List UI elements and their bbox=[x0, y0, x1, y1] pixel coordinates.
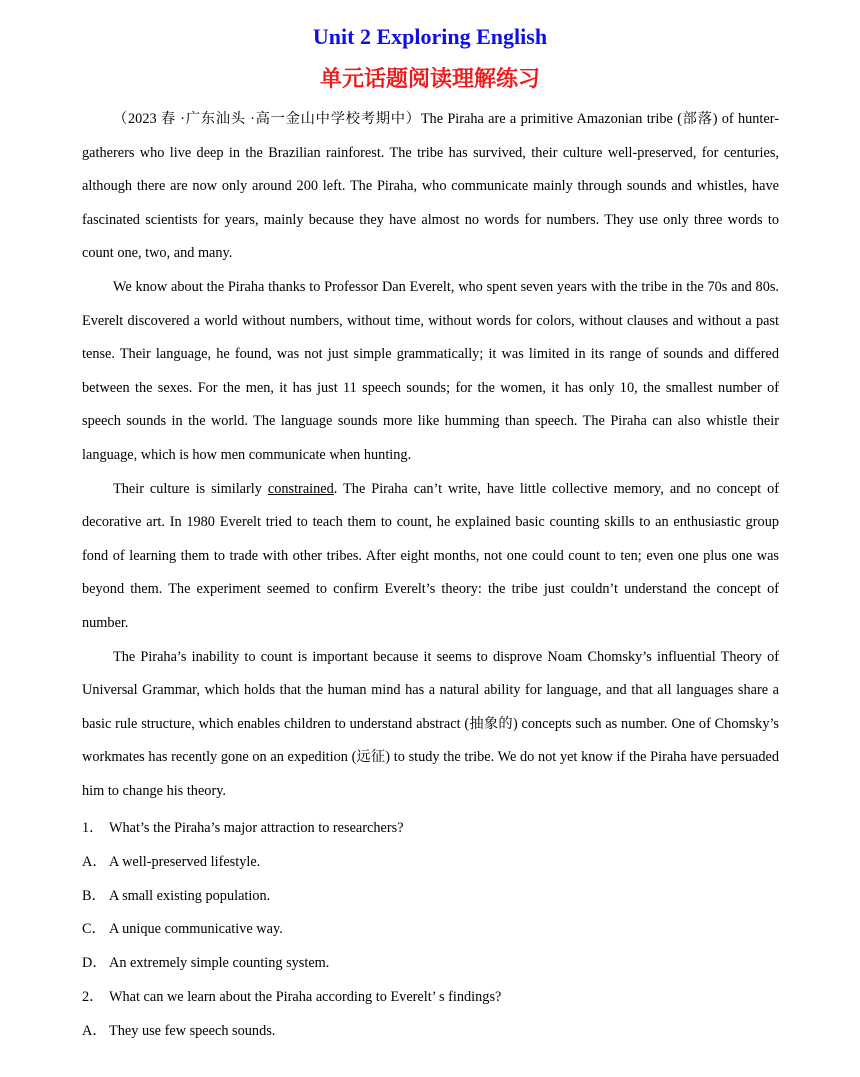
option-text: A well-preserved lifestyle. bbox=[109, 853, 261, 870]
question-number: 2． bbox=[82, 988, 104, 1005]
reading-passage bbox=[82, 103, 779, 808]
document-title: Unit 2 Exploring English bbox=[312, 24, 548, 49]
question-number: 1． bbox=[82, 820, 104, 836]
passage-paragraph-4: The Piraha’s inability to count is important because it seems to disprove Noam Chomsky’s influential Theory of Universal Grammar, which holds that the human mind has a natural ability for language, and that all languages share a basic rule structure, which enables children to understand abstract (抽象的) concepts such as number. One of Chomsky’s workmates has recently gone on an expedition (远征) to study the tribe. We do not yet know if the Piraha have persuaded him to change his theory. bbox=[82, 648, 779, 799]
option-letter: D． bbox=[82, 955, 107, 972]
passage-paragraph-3 bbox=[82, 473, 779, 641]
question-text: What can we learn about the Piraha according to Everelt’ s findings? bbox=[109, 988, 502, 1005]
option-letter: A． bbox=[82, 1022, 107, 1039]
source-note: （2023 春 ·广东汕头 ·高一金山中学校考期中） bbox=[113, 111, 421, 127]
option-letter: B． bbox=[82, 887, 106, 904]
option-1d bbox=[82, 947, 779, 981]
option-letter: C． bbox=[82, 921, 106, 938]
option-1a bbox=[82, 846, 779, 880]
paragraph-3-text-end: . The Piraha can’t write, have little collective memory, and no concept of decorative art. In 1980 Everelt tried to teach them to count, he explained basic counting skills to an enthusiastic group fond of learning them to trade with other tribes. After eight months, not one could count to ten; even one plus one was beyond them. The experiment seemed to confirm Everelt’s theory: the tribe just couldn’t understand the concept of number. bbox=[82, 480, 779, 631]
passage-paragraph-2: We know about the Piraha thanks to Professor Dan Everelt, who spent seven years with the tribe in the 70s and 80s. Everelt discovered a world without numbers, without time, without words for colors, without clauses and without a past tense. Their language, he found, was not just simple grammatically; it was limited in its range of sounds and differed between the sexes. For the men, it has just 11 speech sounds; for the women, it has only 10, the smallest number of speech sounds in the world. The language sounds more like humming than speech. The Piraha can also whistle their language, which is how men communicate when hunting. bbox=[82, 278, 779, 463]
option-2a bbox=[82, 1015, 779, 1049]
question-1 bbox=[82, 812, 779, 846]
option-text: They use few speech sounds. bbox=[109, 1022, 276, 1039]
option-text: An extremely simple counting system. bbox=[109, 955, 330, 972]
question-2 bbox=[82, 981, 779, 1015]
option-1c bbox=[82, 913, 779, 947]
question-section bbox=[82, 812, 779, 1049]
paragraph-1-text: The Piraha are a primitive Amazonian tribe (部落) of hunter-gatherers who live deep in the Brazilian rainforest. The tribe has survived, their culture well-preserved, for centuries, although there are now only around 200 left. The Piraha, who communicate mainly through sounds and whistles, have fascinated scientists for years, mainly because they have almost no words for numbers. They use only three words to count one, two, and many. bbox=[82, 111, 779, 262]
paragraph-3-text-start: Their culture is similarly bbox=[113, 480, 268, 497]
underlined-word: constrained bbox=[267, 480, 334, 497]
option-letter: A． bbox=[82, 853, 107, 870]
question-text: What’s the Piraha’s major attraction to researchers? bbox=[109, 820, 404, 836]
option-text: A unique communicative way. bbox=[109, 921, 283, 938]
document-subtitle: 单元话题阅读理解练习 bbox=[319, 67, 540, 92]
passage-paragraph-1 bbox=[82, 103, 779, 271]
option-text: A small existing population. bbox=[109, 887, 271, 904]
option-1b bbox=[82, 880, 779, 914]
